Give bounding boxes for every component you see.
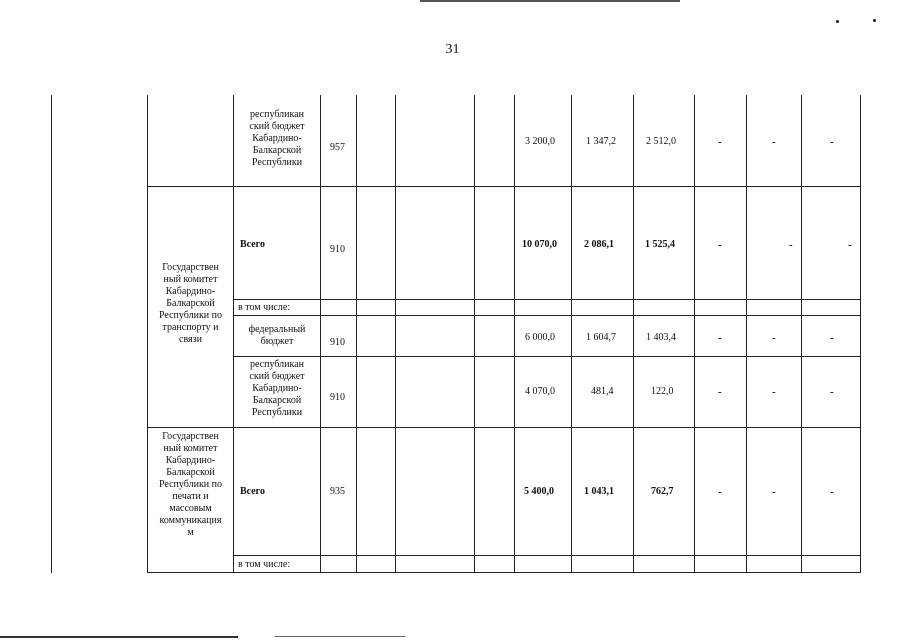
page-number: 31	[445, 42, 460, 57]
value-cell: 762,7	[651, 486, 674, 497]
value-cell: 1 604,7	[586, 332, 616, 343]
dash-cell: -	[772, 386, 776, 398]
value-cell: 481,4	[591, 386, 614, 397]
row-code: 935	[330, 486, 345, 497]
dash-cell: -	[718, 386, 722, 398]
dash-cell: -	[772, 136, 776, 148]
scan-line-top	[420, 0, 680, 2]
row-label: в том числе:	[238, 302, 291, 313]
dash-cell: -	[830, 386, 834, 398]
row-code: 957	[330, 142, 345, 153]
row-label: республикан ский бюджет Кабардино- Балкарской Республики	[249, 359, 305, 418]
value-cell: 3 200,0	[525, 136, 555, 147]
row-label: в том числе:	[238, 559, 291, 570]
organization-name: Государствен ный комитет Кабардино- Балкарской Республики по транспорту и связи	[158, 262, 223, 345]
dash-cell: -	[718, 136, 722, 148]
dash-cell: -	[830, 486, 834, 498]
dash-cell: -	[848, 239, 852, 251]
organization-name: Государствен ный комитет Кабардино- Балкарской Республики по печати и массовым коммуникация м	[158, 431, 223, 538]
dash-cell: -	[772, 486, 776, 498]
value-cell: 1 043,1	[584, 486, 614, 497]
dash-cell: -	[718, 486, 722, 498]
value-cell: 2 086,1	[584, 239, 614, 250]
scan-line-bottom-2	[275, 636, 405, 637]
scan-dot	[873, 19, 876, 22]
value-cell: 1 347,2	[586, 136, 616, 147]
row-code: 910	[330, 337, 345, 348]
row-label: Всего	[240, 486, 265, 497]
value-cell: 1 403,4	[646, 332, 676, 343]
row-label: федеральный бюджет	[248, 324, 306, 347]
value-cell: 4 070,0	[525, 386, 555, 397]
dash-cell: -	[830, 136, 834, 148]
dash-cell: -	[789, 239, 793, 251]
value-cell: 6 000,0	[525, 332, 555, 343]
value-cell: 2 512,0	[646, 136, 676, 147]
row-code: 910	[330, 392, 345, 403]
row-code: 910	[330, 244, 345, 255]
dash-cell: -	[830, 332, 834, 344]
dash-cell: -	[718, 239, 722, 251]
value-cell: 5 400,0	[524, 486, 554, 497]
scan-dot	[836, 20, 839, 23]
value-cell: 10 070,0	[522, 239, 557, 250]
row-label: республикан ский бюджет Кабардино- Балкарской Республики	[249, 109, 305, 168]
scan-line-bottom	[0, 636, 238, 638]
value-cell: 122,0	[651, 386, 674, 397]
dash-cell: -	[772, 332, 776, 344]
dash-cell: -	[718, 332, 722, 344]
margin-line	[51, 95, 52, 573]
value-cell: 1 525,4	[645, 239, 675, 250]
row-label: Всего	[240, 239, 265, 250]
